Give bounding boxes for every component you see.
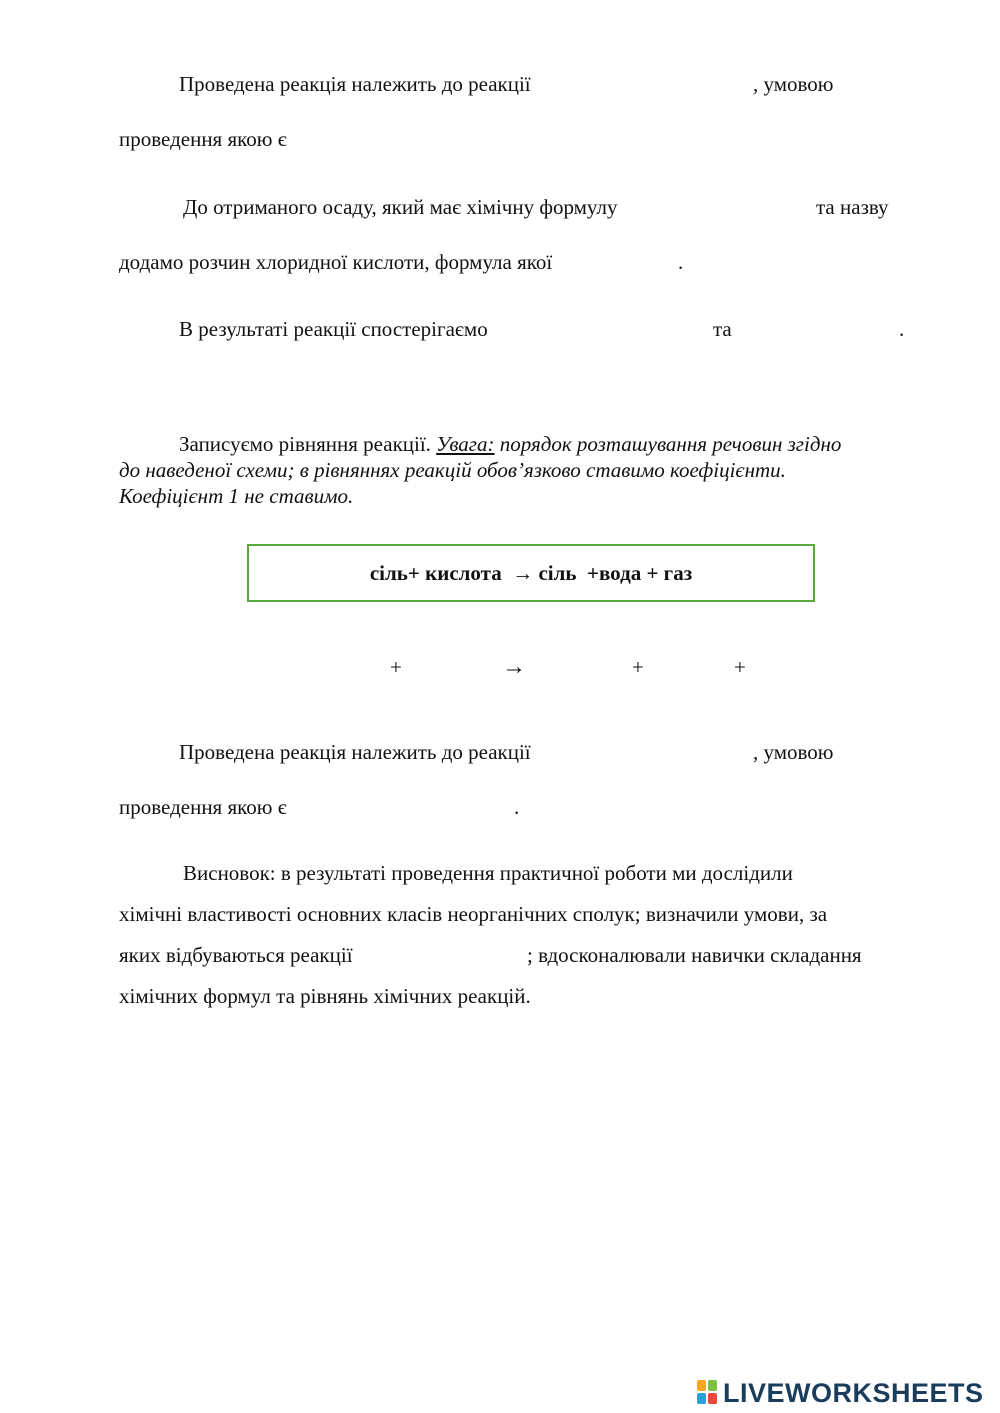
conclusion-line3-start: яких відбуваються реакції [119, 943, 353, 967]
p1-reaction-type-input[interactable] [580, 72, 749, 100]
p2-text-start: До отриманого осаду, який має хімічну формулу [183, 195, 618, 219]
p1-condition-input[interactable] [315, 127, 519, 155]
reaction-scheme-text: сіль+ кислота → сіль +вода + газ [369, 560, 693, 585]
p2-acid-formula-input[interactable] [612, 250, 678, 278]
p3-period: . [899, 317, 905, 341]
p4-note-line1: порядок розташування речовин згідно [499, 432, 842, 456]
liveworksheets-logo-icon [697, 1380, 719, 1406]
p1-text-end: , умовою [753, 72, 834, 96]
p2-formula-input[interactable] [680, 195, 812, 223]
p4-note-label: Увага: [436, 432, 495, 456]
equation-arrow: → [502, 654, 526, 680]
conclusion-line1: Висновок: в результаті проведення практичної роботи ми дослідили [183, 861, 793, 885]
liveworksheets-logo-text: LIVEWORKSHEETS [723, 1377, 984, 1408]
p4-note-line2: до наведеної схеми; в рівняннях реакцій обов’язково ставимо коефіцієнти. [119, 458, 786, 482]
equation-plus3: + [734, 655, 746, 679]
equation-product3-input[interactable] [755, 654, 854, 682]
conclusion-reactions-input[interactable] [395, 943, 529, 971]
equation-product2-input[interactable] [652, 654, 731, 682]
p5-text-start: Проведена реакція належить до реакції [179, 740, 531, 764]
p5-period: . [514, 795, 520, 819]
liveworksheets-logo [697, 1378, 984, 1408]
p5-condition-label: проведення якою є [119, 795, 287, 819]
conclusion-line3-end: ; вдосконалювали навички складання [527, 943, 862, 967]
conclusion-line4: хімічних формул та рівнянь хімічних реакцій. [119, 984, 531, 1008]
p3-observation2-input[interactable] [745, 317, 899, 345]
p5-reaction-type-input[interactable] [580, 740, 749, 768]
p3-text-start: В результаті реакції спостерігаємо [179, 317, 488, 341]
p4-intro: Записуємо рівняння реакції. [179, 432, 431, 456]
p5-condition-input[interactable] [315, 795, 514, 823]
p2-period: . [678, 250, 684, 274]
equation-reactant1-input[interactable] [250, 654, 389, 682]
p3-observation1-input[interactable] [532, 317, 706, 345]
p1-text-start: Проведена реакція належить до реакції [179, 72, 531, 96]
p1-condition-label: проведення якою є [119, 127, 287, 151]
conclusion-line2: хімічні властивості основних класів неорганічних сполук; визначили умови, за [119, 902, 828, 926]
p2-acid-text: додамо розчин хлоридної кислоти, формула якої [119, 250, 553, 274]
equation-plus2: + [632, 655, 644, 679]
p5-text-end: , умовою [753, 740, 834, 764]
p3-and: та [713, 317, 732, 341]
equation-plus1: + [390, 655, 402, 679]
p2-text-end: та назву [816, 195, 889, 219]
reaction-scheme-box [247, 544, 815, 602]
p4-note-line3: Коефіцієнт 1 не ставимо. [119, 484, 354, 508]
equation-reactant2-input[interactable] [410, 654, 499, 682]
equation-product1-input[interactable] [535, 654, 634, 682]
